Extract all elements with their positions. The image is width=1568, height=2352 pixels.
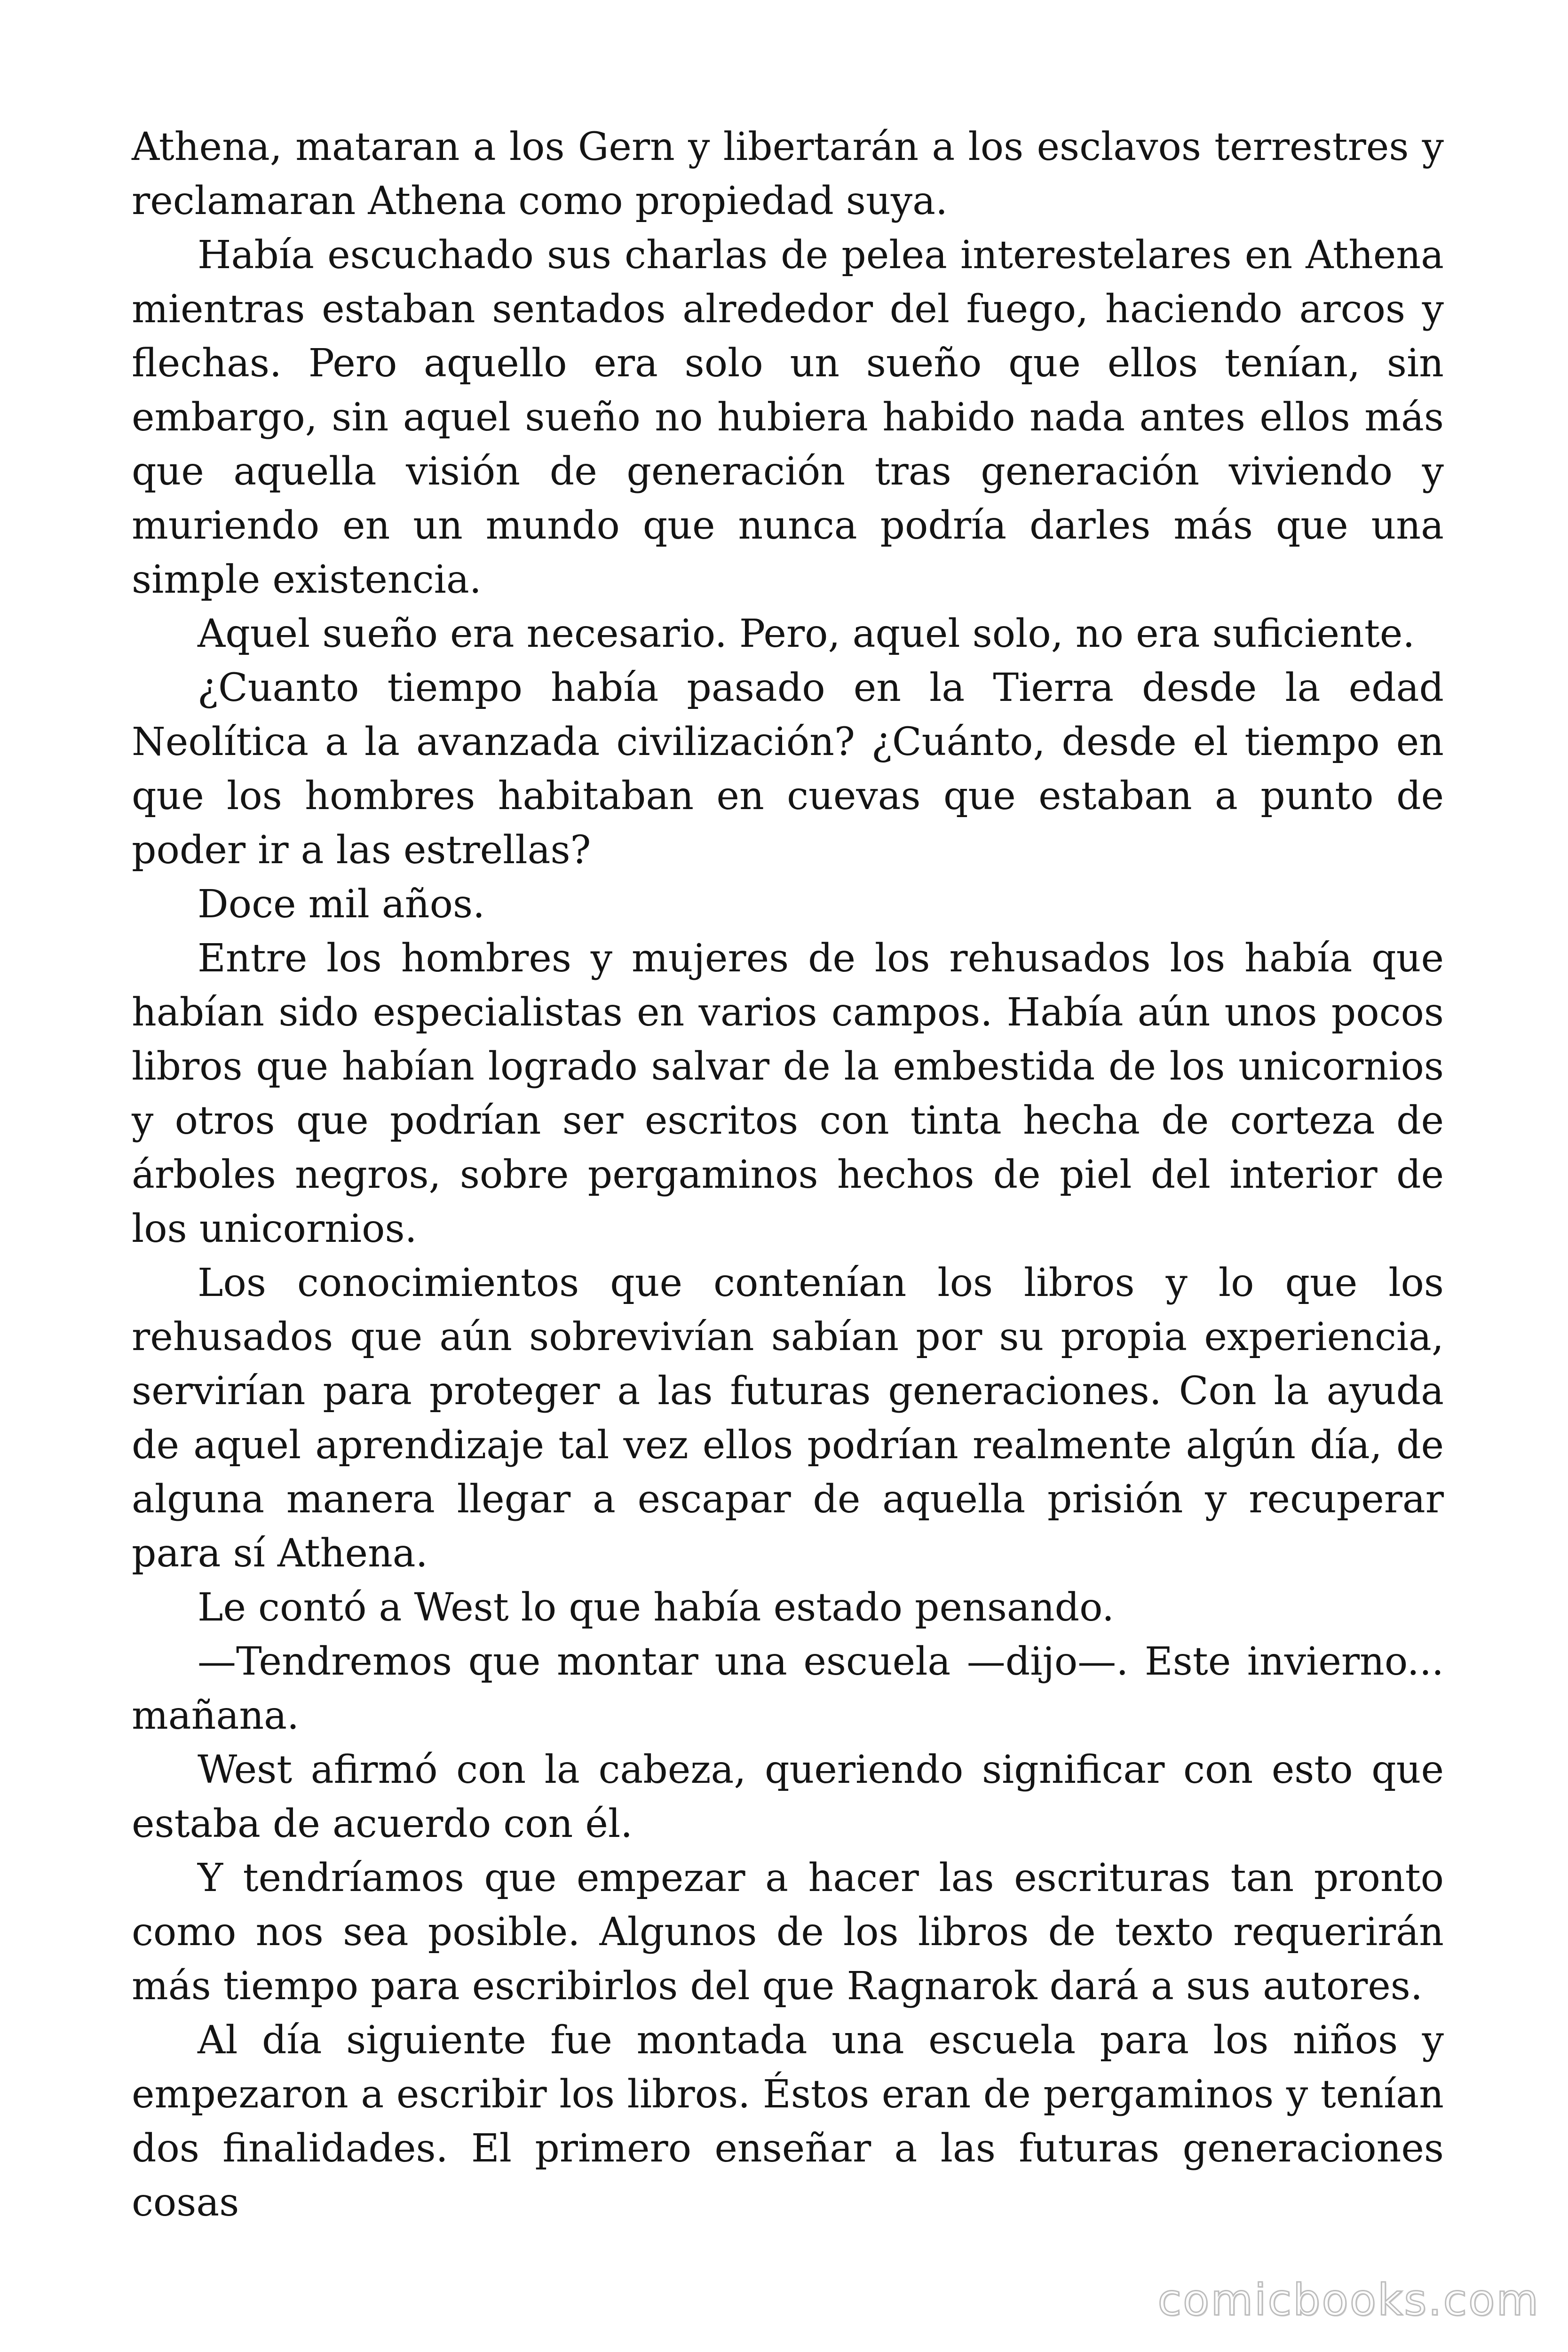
paragraph: Aquel sueño era necesario. Pero, aquel solo, no era suficiente. [198,612,1415,656]
paragraph: West afirmó con la cabeza, queriendo significar con esto que estaba de acuerdo con él. [132,1748,1444,1846]
page-text [132,120,1444,2230]
paragraph-continuation: Athena, mataran a los Gern y libertarán a los esclavos terrestres y reclamaran Athena como propiedad suya. [132,125,1444,223]
paragraph: Al día siguiente fue montada una escuela para los niños y empezaron a escribir los libros. Éstos eran de pergaminos y tenían dos finalidades. El primero enseñar a las futuras generaciones cosas [132,2018,1444,2225]
paragraph: Entre los hombres y mujeres de los rehusados los había que habían sido especialistas en varios campos. Había aún unos pocos libros que habían logrado salvar de la embestida de los unicornios y otros que podrían ser escritos con tinta hecha de corteza de árboles negros, sobre pergaminos hechos de piel del interior de los unicornios. [132,936,1444,1251]
paragraph: —Tendremos que montar una escuela —dijo—. Este invierno... mañana. [132,1639,1444,1738]
watermark-text: comicbooks.com [1157,2275,1540,2325]
paragraph: Había escuchado sus charlas de pelea interestelares en Athena mientras estaban sentados alrededor del fuego, haciendo arcos y flechas. Pero aquello era solo un sueño que ellos tenían, sin embargo, sin aquel sueño no hubiera habido nada antes ellos más que aquella visión de generación tras generación viviendo y muriendo en un mundo que nunca podría darles más que una simple existencia. [132,233,1444,602]
paragraph: Y tendríamos que empezar a hacer las escrituras tan pronto como nos sea posible. Algunos de los libros de texto requerirán más tiempo para escribirlos del que Ragnarok dará a sus autores. [132,1856,1444,2009]
paragraph: Le contó a West lo que había estado pensando. [198,1585,1115,1630]
paragraph: Doce mil años. [198,882,485,927]
paragraph: ¿Cuanto tiempo había pasado en la Tierra desde la edad Neolítica a la avanzada civilización? ¿Cuánto, desde el tiempo en que los hombres habitaban en cuevas que estaban a punto de poder ir a las estrellas? [132,666,1444,873]
paragraph: Los conocimientos que contenían los libros y lo que los rehusados que aún sobrevivían sabían por su propia experiencia, servirían para proteger a las futuras generaciones. Con la ayuda de aquel aprendizaje tal vez ellos podrían realmente algún día, de alguna manera llegar a escapar de aquella prisión y recuperar para sí Athena. [132,1261,1444,1576]
